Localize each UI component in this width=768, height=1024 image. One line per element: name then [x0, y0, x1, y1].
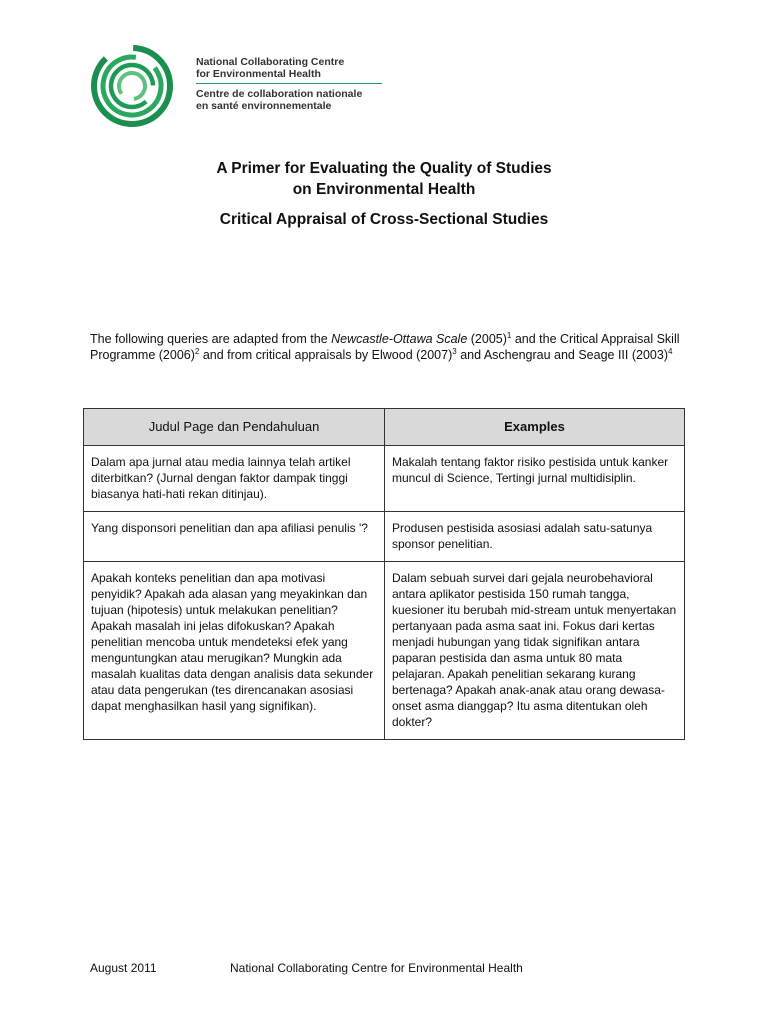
footnote-ref-3: 3 [452, 346, 457, 356]
intro-text-3: and the Critical Appraisal Skill Programme (2006) [90, 331, 680, 362]
intro-text-4: and from critical appraisals by Elwood (2007) [199, 347, 453, 362]
table-row [84, 562, 685, 740]
organization-names [196, 56, 382, 112]
footnote-ref-2: 2 [194, 346, 200, 356]
org-name-fr-line2: en santé environnementale [196, 100, 332, 112]
org-name-en-line2: for Environmental Health [196, 68, 321, 80]
table-header-row [84, 409, 685, 446]
column-header-examples: Examples [385, 409, 685, 446]
document-subtitle: Critical Appraisal of Cross-Sectional Studies [219, 211, 549, 228]
column-header-title-intro: Judul Page dan Pendahuluan [84, 409, 385, 446]
intro-text-5: and Aschengrau and Seage III (2003) [456, 347, 668, 362]
example-cell: Makalah tentang faktor risiko pestisida untuk kanker muncul di Science, Tertingi jurnal multidisiplin. [385, 446, 685, 512]
org-name-divider [196, 83, 382, 84]
example-cell: Produsen pestisida asosiasi adalah satu-satunya sponsor penelitian. [385, 512, 685, 562]
example-cell: Dalam sebuah survei dari gejala neurobehavioral antara aplikator pestisida 150 rumah tangga, kuesioner itu berubah mid-stream untuk menyertakan pertanyaan pada asma saat ini. Fokus dari kertas menjadi hubungan yang tidak signifikan antara paparan pestisida dan asma untuk 80 mata pelajaran. Apakah penelitian sekarang kurang bertenaga? Apakah anak-anak atau orang dewasa-onset asma dianggap? Itu asma ditentukan oleh dokter? [385, 562, 685, 740]
table-row [84, 446, 685, 512]
appraisal-table [83, 408, 685, 740]
table-row [84, 512, 685, 562]
document-title-line2: on Environmental Health [292, 181, 476, 198]
org-name-fr-line1: Centre de collaboration nationale [196, 88, 363, 100]
intro-paragraph [90, 331, 680, 363]
question-cell: Apakah konteks penelitian dan apa motivasi penyidik? Apakah ada alasan yang meyakinkan dan tujuan (hipotesis) untuk melakukan penelitian? Apakah masalah ini jelas difokuskan? Apakah penelitian mencoba untuk mendeteksi efek yang menguntungkan atau merugikan? Mungkin ada masalah kualitas data dengan analisis data sekunder atau data pengerukan (tes direncanakan asosiasi dapat menghasilkan hasil yang signifikan). [84, 562, 385, 740]
footer-date: August 2011 [90, 961, 157, 975]
intro-text-2: (2005) [467, 331, 507, 346]
org-name-en-line1: National Collaborating Centre [196, 56, 345, 68]
intro-text-1: The following queries are adapted from the [90, 331, 332, 346]
footnote-ref-4: 4 [668, 346, 673, 356]
footer-organization: National Collaborating Centre for Environmental Health [230, 961, 523, 975]
org-name-french [196, 88, 382, 112]
question-cell: Dalam apa jurnal atau media lainnya telah artikel diterbitkan? (Jurnal dengan faktor dampak tinggi biasanya hati-hati rekan ditinjau). [84, 446, 385, 512]
org-name-english [196, 56, 382, 80]
question-cell: Yang disponsori penelitian dan apa afiliasi penulis '? [84, 512, 385, 562]
intro-source-name: Newcastle-Ottawa Scale [331, 331, 468, 346]
document-title-line1: A Primer for Evaluating the Quality of Studies [216, 160, 552, 177]
ncceh-logo [90, 44, 174, 128]
footnote-ref-1: 1 [506, 330, 512, 340]
